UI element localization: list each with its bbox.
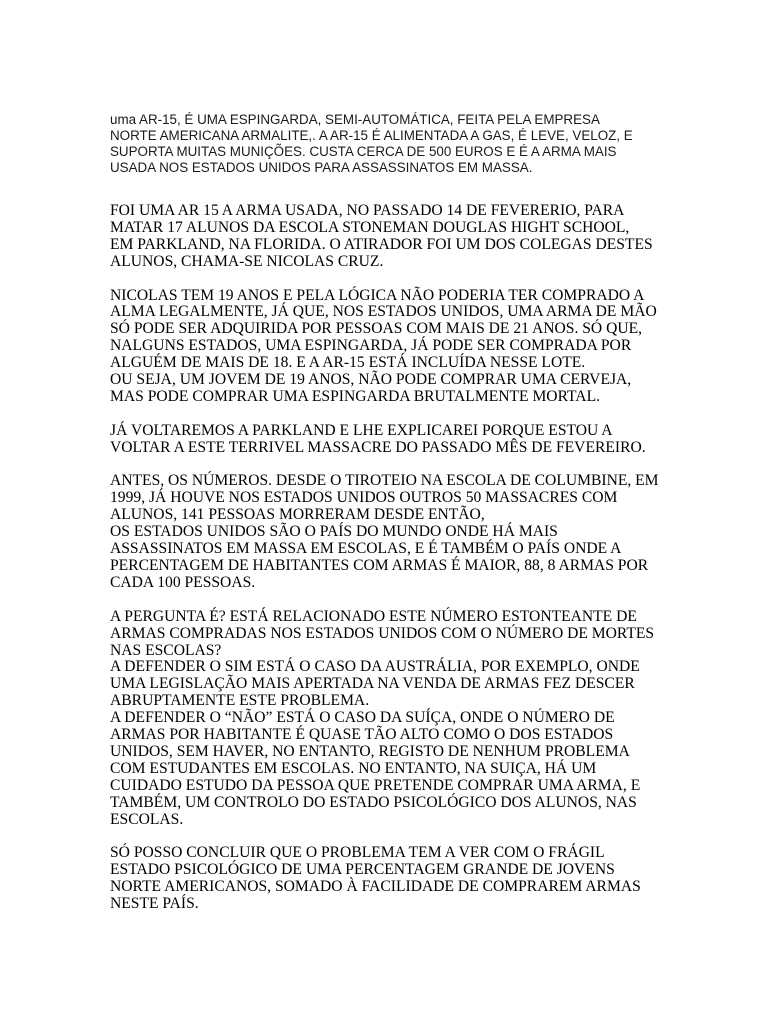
text-line: ESTADO PSICOLÓGICO DE UMA PERCENTAGEM GRANDE DE JOVENS bbox=[110, 861, 615, 879]
text-line: SÓ POSSO CONCLUIR QUE O PROBLEMA TEM A VER COM O FRÁGIL bbox=[110, 844, 605, 862]
text-line: A DEFENDER O SIM ESTÁ O CASO DA AUSTRÁLIA, POR EXEMPLO, ONDE bbox=[110, 658, 640, 676]
intro-line: USADA NOS ESTADOS UNIDOS PARA ASSASSINATOS EM MASSA. bbox=[110, 160, 533, 175]
text-line: TAMBÉM, UM CONTROLO DO ESTADO PSICOLÓGICO DOS ALUNOS, NAS bbox=[110, 793, 637, 811]
text-line: CADA 100 PESSOAS. bbox=[110, 573, 256, 591]
text-line: ALMA LEGALMENTE, JÁ QUE, NOS ESTADOS UNIDOS, UMA ARMA DE MÃO bbox=[110, 303, 657, 321]
text-line: ASSASSINATOS EM MASSA EM ESCOLAS, E É TAMBÉM O PAÍS ONDE A bbox=[110, 540, 622, 558]
text-line: JÁ VOLTAREMOS A PARKLAND E LHE EXPLICAREI PORQUE ESTOU A bbox=[110, 421, 613, 439]
text-line: A DEFENDER O “NÃO” ESTÁ O CASO DA SUÍÇA, ONDE O NÚMERO DE bbox=[110, 709, 615, 727]
text-line: ESCOLAS. bbox=[110, 810, 184, 828]
text-line: 1999, JÁ HOUVE NOS ESTADOS UNIDOS OUTROS 50 MASSACRES COM bbox=[110, 489, 618, 507]
text-line: NAS ESCOLAS? bbox=[110, 641, 222, 659]
paragraph-return-parkland bbox=[110, 423, 690, 457]
text-line: CUIDADO ESTUDO DA PESSOA QUE PRETENDE COMPRAR UMA ARMA, E bbox=[110, 776, 641, 794]
paragraph-nicolas-age bbox=[110, 288, 690, 406]
intro-line: NORTE AMERICANA ARMALITE,. A AR-15 É ALIMENTADA A GAS, É LEVE, VELOZ, E bbox=[110, 128, 633, 143]
text-line: PERCENTAGEM DE HABITANTES COM ARMAS É MAIOR, 88, 8 ARMAS POR bbox=[110, 556, 649, 574]
intro-line: uma AR-15, É UMA ESPINGARDA, SEMI-AUTOMÁTICA, FEITA PELA EMPRESA bbox=[110, 112, 600, 127]
text-line: ALUNOS, CHAMA-SE NICOLAS CRUZ. bbox=[110, 252, 384, 270]
text-line: SÓ PODE SER ADQUIRIDA POR PESSOAS COM MAIS DE 21 ANOS. SÓ QUE, bbox=[110, 320, 643, 338]
text-line: NORTE AMERICANOS, SOMADO À FACILIDADE DE COMPRAREM ARMAS bbox=[110, 878, 641, 896]
text-line: VOLTAR A ESTE TERRIVEL MASSACRE DO PASSADO MÊS DE FEVEREIRO. bbox=[110, 438, 646, 456]
text-line: ANTES, OS NÚMEROS. DESDE O TIROTEIO NA ESCOLA DE COLUMBINE, EM bbox=[110, 472, 659, 490]
text-line: NESTE PAÍS. bbox=[110, 895, 199, 913]
text-line: MAS PODE COMPRAR UMA ESPINGARDA BRUTALMENTE MORTAL. bbox=[110, 387, 600, 405]
text-line: EM PARKLAND, NA FLORIDA. O ATIRADOR FOI UM DOS COLEGAS DESTES bbox=[110, 235, 653, 253]
text-line: ARMAS COMPRADAS NOS ESTADOS UNIDOS COM O NÚMERO DE MORTES bbox=[110, 624, 655, 642]
text-line: COM ESTUDANTES EM ESCOLAS. NO ENTANTO, NA SUIÇA, HÁ UM bbox=[110, 759, 597, 777]
text-line: A PERGUNTA É? ESTÁ RELACIONADO ESTE NÚMERO ESTONTEANTE DE bbox=[110, 607, 637, 625]
paragraph-question bbox=[110, 609, 690, 829]
paragraph-conclusion bbox=[110, 845, 690, 913]
text-line: ABRUPTAMENTE ESTE PROBLEMA. bbox=[110, 692, 370, 710]
text-line: OS ESTADOS UNIDOS SÃO O PAÍS DO MUNDO ONDE HÁ MAIS bbox=[110, 523, 558, 541]
paragraph-numbers bbox=[110, 473, 690, 591]
paragraph-ar15-parkland bbox=[110, 203, 690, 271]
text-line: ARMAS POR HABITANTE É QUASE TÃO ALTO COMO O DOS ESTADOS bbox=[110, 726, 614, 744]
text-line: MATAR 17 ALUNOS DA ESCOLA STONEMAN DOUGLAS HIGHT SCHOOL, bbox=[110, 218, 630, 236]
text-line: ALUNOS, 141 PESSOAS MORRERAM DESDE ENTÃO, bbox=[110, 506, 485, 524]
text-line: OU SEJA, UM JOVEM DE 19 ANOS, NÃO PODE COMPRAR UMA CERVEJA, bbox=[110, 371, 632, 389]
text-line: UMA LEGISLAÇÃO MAIS APERTADA NA VENDA DE ARMAS FEZ DESCER bbox=[110, 675, 635, 693]
intro-line: SUPORTA MUITAS MUNIÇÕES. CUSTA CERCA DE 500 EUROS E É A ARMA MAIS bbox=[110, 144, 617, 159]
article-body bbox=[110, 203, 690, 930]
text-line: FOI UMA AR 15 A ARMA USADA, NO PASSADO 14 DE FEVERERIO, PARA bbox=[110, 202, 625, 219]
text-line: UNIDOS, SEM HAVER, NO ENTANTO, REGISTO DE NENHUM PROBLEMA bbox=[110, 742, 630, 760]
text-line: NALGUNS ESTADOS, UMA ESPINGARDA, JÁ PODE SER COMPRADA POR bbox=[110, 337, 632, 355]
intro-paragraph bbox=[110, 112, 670, 176]
text-line: NICOLAS TEM 19 ANOS E PELA LÓGICA NÃO PODERIA TER COMPRADO A bbox=[110, 286, 645, 304]
text-line: ALGUÉM DE MAIS DE 18. E A AR-15 ESTÁ INCLUÍDA NESSE LOTE. bbox=[110, 354, 586, 372]
